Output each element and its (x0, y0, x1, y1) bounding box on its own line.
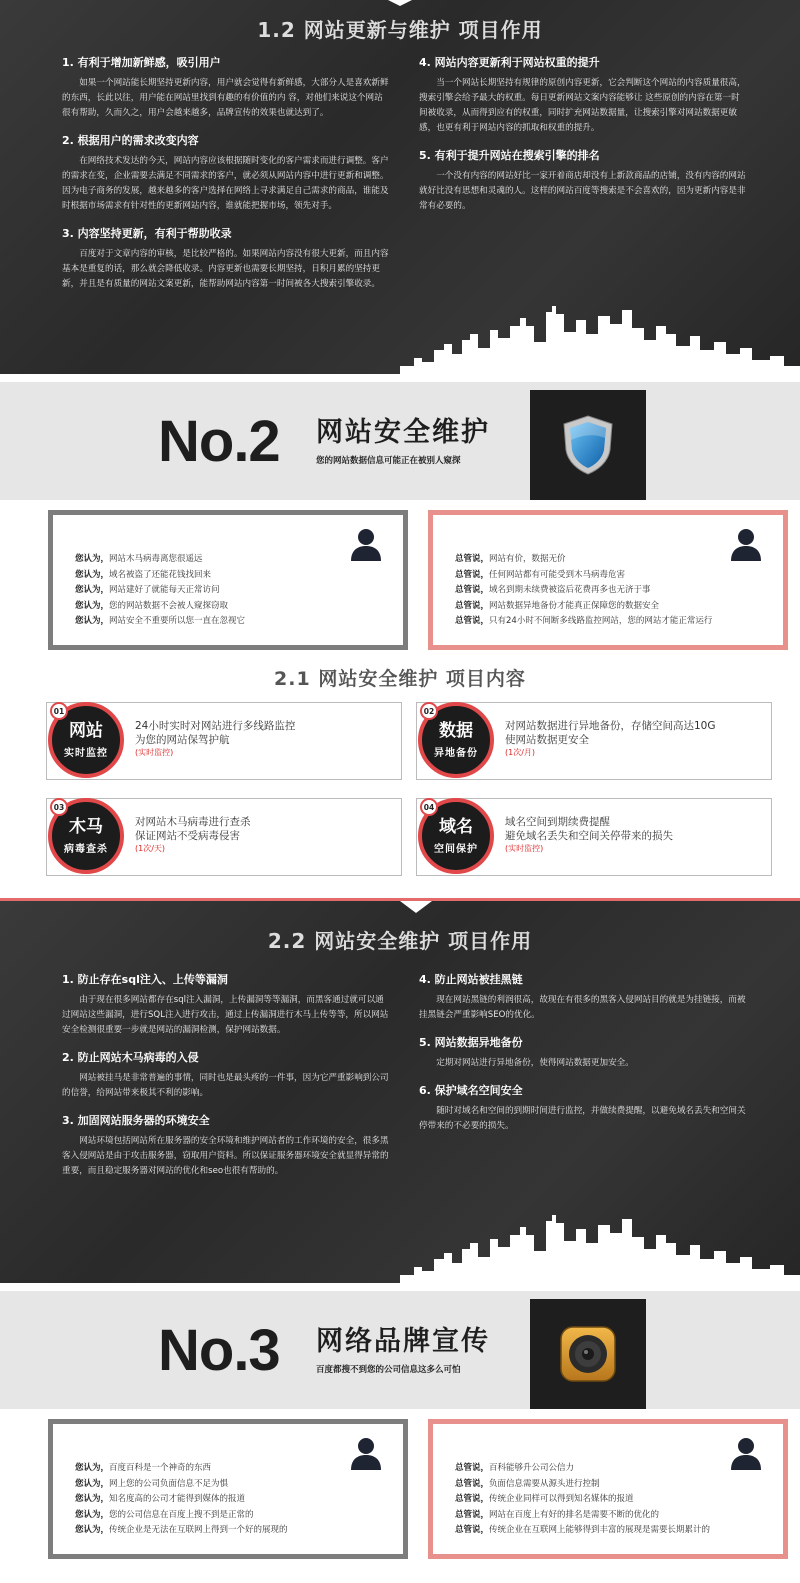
service-cards (0, 702, 800, 898)
point-heading: 2. 根据用户的需求改变内容 (62, 134, 199, 147)
point-heading: 4. 防止网站被挂黑链 (419, 973, 523, 986)
card-description: 域名空间到期续费提醒 避免域名丢失和空间关停带来的损失 (实时监控) (505, 816, 673, 853)
opinion-box-manager (428, 1419, 788, 1559)
city-skyline-image (400, 304, 800, 374)
section-heading: 网络品牌宣传 (316, 1326, 490, 1357)
section-subheading: 您的网站数据信息可能正在被别人窥探 (316, 456, 461, 466)
point-heading: 6. 保护域名空间安全 (419, 1084, 523, 1097)
point-heading: 1. 防止存在sql注入、上传等漏洞 (62, 973, 228, 986)
opinion-line: 您认为，域名被盗了还能花钱找回来 (75, 569, 212, 580)
person-icon (729, 527, 763, 561)
opinion-line: 您认为，网站木马病毒离您很遥远 (75, 554, 203, 564)
point-item (62, 225, 391, 292)
point-item (419, 54, 748, 136)
service-badge: 数据 异地备份 (418, 702, 494, 778)
shield-icon (562, 414, 614, 476)
opinion-box-you (48, 1419, 408, 1559)
point-heading: 5. 网站数据异地备份 (419, 1036, 523, 1049)
section-title: 2.2 网站安全维护 项目作用 (267, 929, 533, 953)
point-text: 百度对于文章内容的审核，是比较严格的。如果网站内容没有很大更新，而且内容基本是重复的话，那么就会降低收录。内容更新也需要长期坚持，日积月累的坚持更新，并且是有质量的网站文案更新，能帮助网站内容第一时间被各大搜索引擎收录。 (62, 249, 389, 289)
opinion-line: 您认为，网站安全不重要所以您一直在忽视它 (75, 616, 246, 627)
right-column (419, 971, 748, 1190)
section-columns (0, 54, 800, 303)
point-text: 一个没有内容的网站好比一家开着商店却没有上新款商品的店铺，没有内容的网站就好比没有思想和灵魂的人。这样的网站百度等搜索是不会喜欢的，因为更新内容是非常有必要的。 (419, 171, 746, 211)
section-1-2 (0, 0, 800, 374)
right-column (419, 54, 748, 303)
person-icon (729, 1436, 763, 1470)
opinion-line: 总管说，传统企业同样可以得到知名媒体的报道 (455, 1494, 634, 1505)
opinion-line: 您认为，网上您的公司负面信息不足为惧 (75, 1478, 229, 1489)
point-heading: 5. 有利于提升网站在搜索引擎的排名 (419, 149, 600, 162)
section-subheading: 百度都搜不到您的公司信息这多么可怕 (316, 1365, 461, 1375)
point-item (419, 147, 748, 214)
opinion-line: 总管说，传统企业在互联网上能够得到丰富的展现是需要长期累计的 (455, 1525, 711, 1536)
point-item (62, 132, 391, 214)
opinion-box-you (48, 510, 408, 650)
card-description: 对网站木马病毒进行查杀 保证网站不受病毒侵害 (1次/天) (135, 816, 251, 853)
opinion-line: 总管说，域名到期未续费被盗后花费再多也无济于事 (455, 585, 651, 596)
person-icon (349, 1436, 383, 1470)
card-description: 对网站数据进行异地备份，存储空间高达10G 使网站数据更安全 (1次/月) (505, 720, 716, 757)
point-item (419, 1034, 748, 1071)
section-number: No.2 (158, 409, 280, 474)
opinion-line: 您认为，知名度高的公司才能得到媒体的报道 (75, 1494, 246, 1505)
point-heading: 2. 防止网站木马病毒的入侵 (62, 1051, 199, 1064)
point-heading: 4. 网站内容更新利于网站权重的提升 (419, 56, 600, 69)
top-notch (0, 0, 800, 10)
section-title: 1.2 网站更新与维护 项目作用 (257, 18, 543, 42)
point-item (419, 971, 748, 1023)
point-item (62, 54, 391, 121)
opinion-line: 总管说，只有24小时不间断多线路监控网站，您的网站才能正常运行 (455, 616, 713, 627)
card-number: 01 (50, 702, 68, 720)
point-item (419, 1082, 748, 1134)
left-column (62, 971, 391, 1190)
card-number: 03 (50, 798, 68, 816)
point-item (62, 1049, 391, 1101)
opinion-line: 您认为，您的网站数据不会被人窥探窃取 (75, 600, 229, 611)
city-skyline-image (400, 1213, 800, 1283)
point-item (62, 971, 391, 1038)
section-header-band (0, 382, 800, 500)
comparison-boxes (0, 1409, 800, 1559)
opinion-line: 总管说，网站数据异地备份才能真正保障您的数据安全 (455, 600, 660, 611)
person-icon (349, 527, 383, 561)
point-text: 在网络技术发达的今天，网站内容应该根据随时变化的客户需求而进行调整。客户的需求在变，企业需要去满足不同需求的客户，就必须从网站内容中进行更新和调整。因为电子商务的发展，越来越多的客户选择在网络上寻求满足自己需求的商品，谁能及时根据市场需求有针对性的更新网站内容，谁就能把握市场，领先对手。 (62, 156, 389, 211)
card-number: 04 (420, 798, 438, 816)
comparison-boxes (0, 500, 800, 650)
point-text: 由于现在很多网站都存在sql注入漏洞，上传漏洞等等漏洞，而黑客通过就可以通过网站这些漏洞，进行SQL注入进行攻击，通过上传漏洞进行木马上传等等，所以网站安全检测很重要一步就是网站的漏洞检测，保护网站数据。 (62, 995, 389, 1035)
opinion-line: 总管说，网站在百度上有好的排名是需要不断的优化的 (455, 1509, 660, 1520)
point-heading: 3. 加固网站服务器的环境安全 (62, 1114, 210, 1127)
point-text: 如果一个网站能长期坚持更新内容，用户就会觉得有新鲜感，大部分人是喜欢新鲜的东西，长此以往，用户能在网站里找到有趣的有价值的内 容，对他们来说这个网站很有帮助，久而久之，用户会越来越多，品牌宣传的效果也就达到了。 (62, 78, 389, 118)
speaker-icon (559, 1325, 617, 1383)
point-text: 定期对网站进行异地备份，使得网站数据更加安全。 (436, 1058, 634, 1068)
section-columns (0, 971, 800, 1190)
point-heading: 1. 有利于增加新鲜感，吸引用户 (62, 56, 221, 69)
section-heading: 网站安全维护 (316, 417, 490, 448)
service-badge: 网站 实时监控 (48, 702, 124, 778)
point-heading: 3. 内容坚持更新，有利于帮助收录 (62, 227, 232, 240)
opinion-line: 总管说，任何网站都有可能受到木马病毒危害 (455, 569, 626, 580)
opinion-line: 总管说，负面信息需要从源头进行控制 (455, 1478, 600, 1489)
point-item (62, 1112, 391, 1179)
card-description: 24小时实时对网站进行多线路监控 为您的网站保驾护航 (实时监控) (135, 720, 296, 757)
point-text: 网站环境包括网站所在服务器的安全环境和维护网站者的工作环境的安全，很多黑客入侵网站是由于攻击服务器，窃取用户资料。所以保证服务器环境安全就显得异常的重要，而且稳定服务器对网站的优化和seo也很有帮助的。 (62, 1136, 389, 1176)
opinion-line: 您认为，您的公司信息在百度上搜不到是正常的 (75, 1509, 254, 1520)
opinion-line: 总管说，百科能够升公司公信力 (455, 1463, 575, 1473)
opinion-line: 您认为，传统企业是无法在互联网上得到一个好的展现的 (75, 1525, 288, 1536)
section-header-band (0, 1291, 800, 1409)
left-column (62, 54, 391, 303)
point-text: 当一个网站长期坚持有规律的原创内容更新，它会判断这个网站的内容质量很高，搜索引擎会给予最大的权重。每日更新网站文案内容能够让 这些原创的内容在第一时间被收录，从而得到应有的权重，同时扩充网站数据量，让搜索引擎对网站数据更敏感，也更有利于网站内容的抓取和权重的提升。 (419, 78, 746, 133)
point-text: 随时对域名和空间的到期时间进行监控，并做续费提醒，以避免域名丢失和空间关停带来的不必要的损失。 (419, 1106, 746, 1131)
opinion-line: 您认为，百度百科是一个神奇的东西 (75, 1463, 212, 1473)
service-badge: 木马 病毒查杀 (48, 798, 124, 874)
opinion-box-manager (428, 510, 788, 650)
point-text: 网站被挂马是非常普遍的事情，同时也是最头疼的一件事，因为它严重影响到公司的信誉，给网站带来极其不利的影响。 (62, 1073, 389, 1098)
opinion-line: 总管说，网站有价，数据无价 (455, 554, 566, 564)
section-number: No.3 (158, 1318, 280, 1383)
icon-box (530, 390, 646, 500)
service-badge: 域名 空间保护 (418, 798, 494, 874)
card-number: 02 (420, 702, 438, 720)
section-2-2 (0, 901, 800, 1283)
section-title: 2.1 网站安全维护 项目内容 (274, 668, 526, 690)
icon-box (530, 1299, 646, 1409)
opinion-line: 您认为，网站建好了就能每天正常访问 (75, 585, 220, 596)
top-notch (0, 901, 800, 915)
point-text: 现在网站黑链的利润很高，故现在有很多的黑客入侵网站目的就是为挂链接，而被挂黑链会严重影响SEO的优化。 (419, 995, 746, 1020)
